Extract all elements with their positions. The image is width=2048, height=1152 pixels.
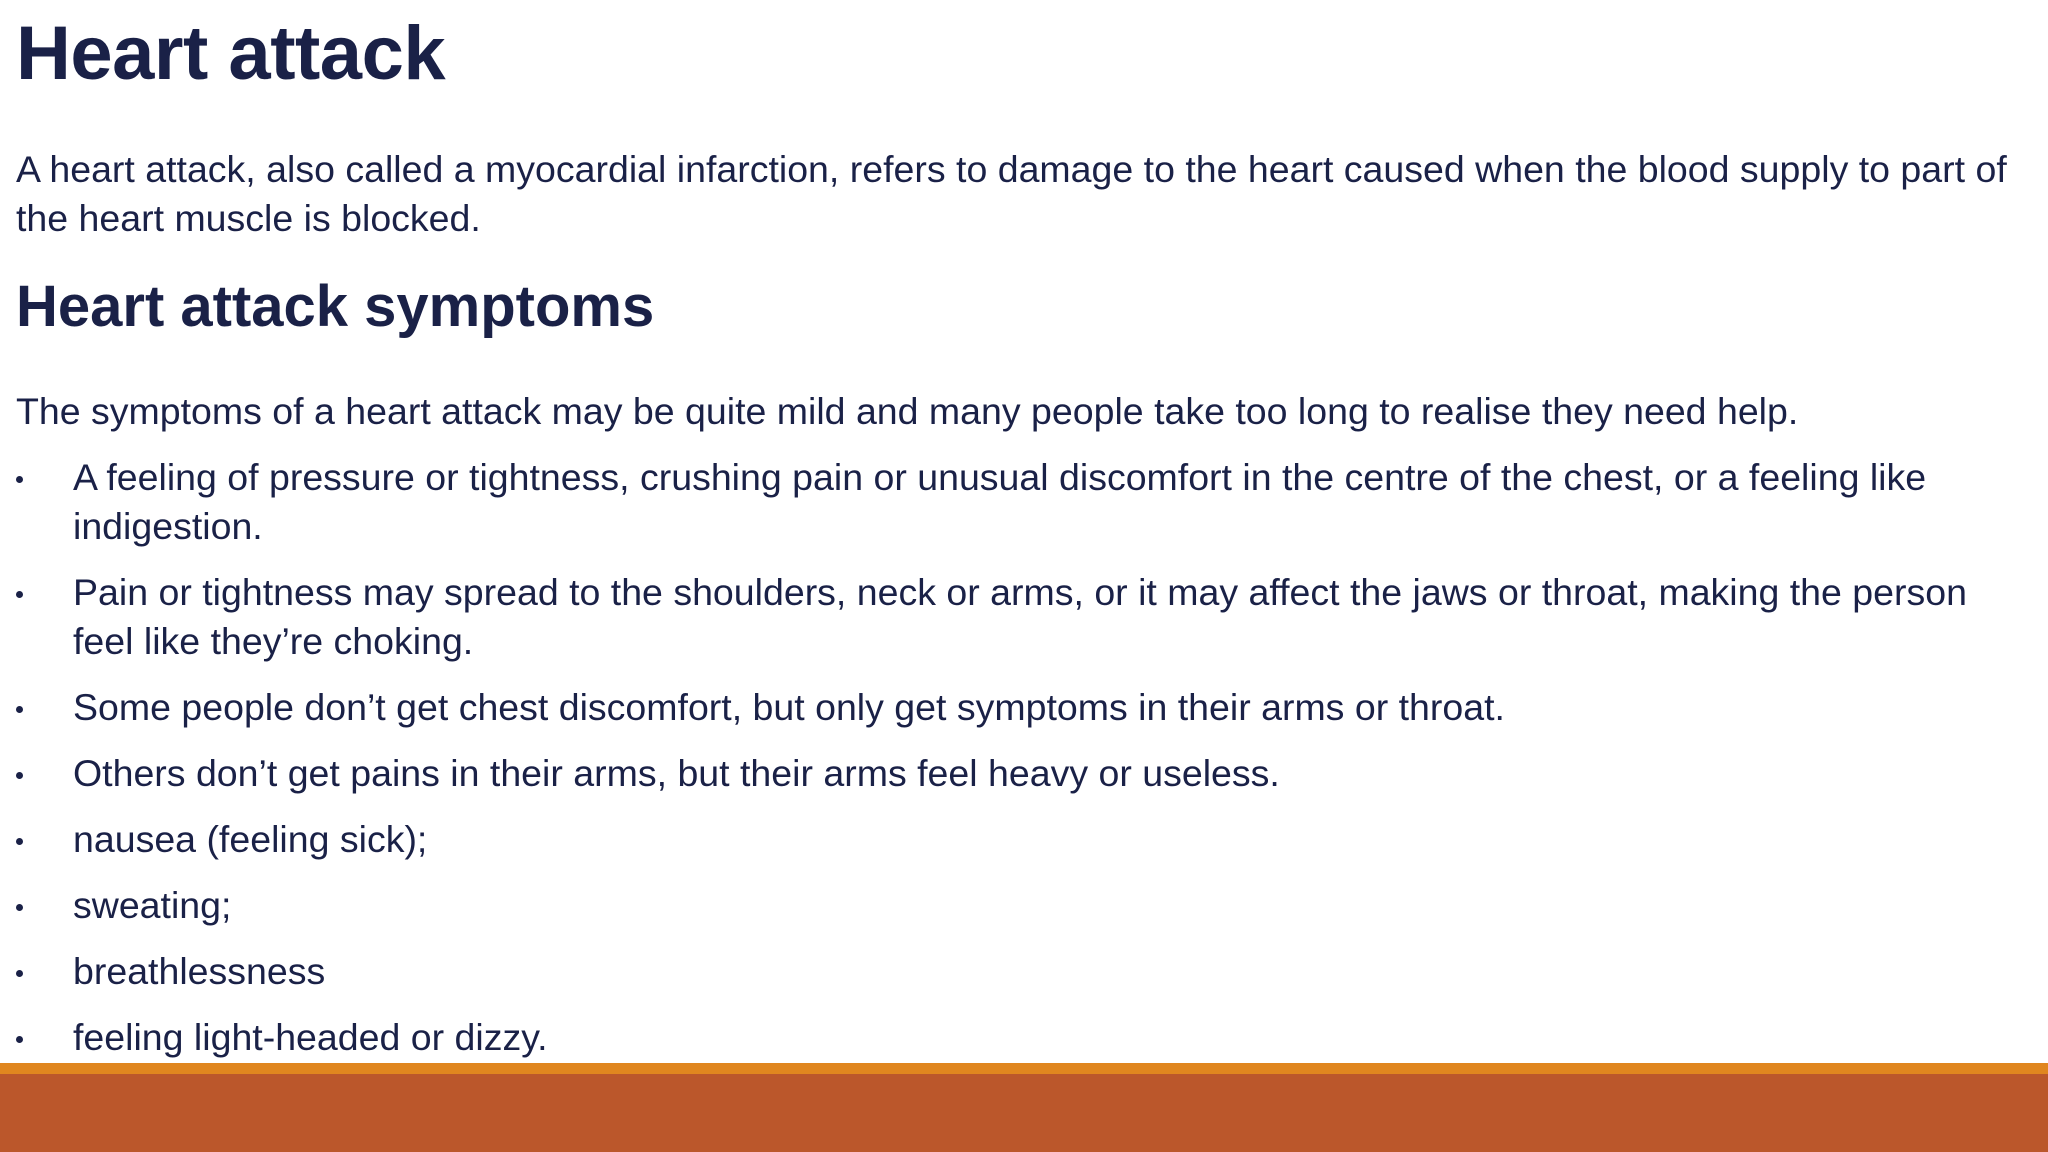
bullet-icon: [16, 591, 23, 598]
bullet-icon: [16, 970, 23, 977]
symptom-text: Some people don’t get chest discomfort, but only get symptoms in their arms or throat.: [73, 686, 1505, 728]
bullet-icon: [16, 838, 23, 845]
slide-title: Heart attack: [16, 11, 446, 96]
section-heading: Heart attack symptoms: [16, 274, 655, 339]
symptom-item: [16, 815, 2016, 864]
symptom-text: breathlessness: [73, 950, 326, 992]
footer-accent-line: [0, 1063, 2048, 1074]
symptom-item: [16, 881, 2016, 930]
intro-paragraph: A heart attack, also called a myocardial infarction, refers to damage to the heart caused when the blood supply to part of the heart muscle is blocked.: [16, 148, 2007, 239]
symptom-item: [16, 683, 2016, 732]
symptom-text: A feeling of pressure or tightness, crushing pain or unusual discomfort in the centre of the chest, or a feeling like indigestion.: [73, 456, 1927, 547]
bullet-icon: [16, 476, 23, 483]
bullet-icon: [16, 706, 23, 713]
symptom-item: [16, 749, 2016, 798]
symptom-text: Pain or tightness may spread to the shoulders, neck or arms, or it may affect the jaws or throat, making the person feel like they’re choking.: [73, 571, 1967, 662]
symptom-text: feeling light-headed or dizzy.: [73, 1016, 548, 1058]
bullet-icon: [16, 904, 23, 911]
bullet-icon: [16, 1036, 23, 1043]
symptom-text: nausea (feeling sick);: [73, 818, 428, 860]
symptom-item: [16, 568, 2016, 666]
symptom-item: [16, 947, 2016, 996]
footer-band: [0, 1074, 2048, 1152]
bullet-icon: [16, 772, 23, 779]
symptom-item: [16, 1013, 2016, 1062]
symptom-text: sweating;: [73, 884, 232, 926]
symptom-item: [16, 453, 2016, 551]
symptom-text: Others don’t get pains in their arms, but their arms feel heavy or useless.: [73, 752, 1280, 794]
symptoms-lead-text: The symptoms of a heart attack may be quite mild and many people take too long to realise they need help.: [16, 390, 1799, 432]
symptoms-list: [16, 453, 2016, 1079]
